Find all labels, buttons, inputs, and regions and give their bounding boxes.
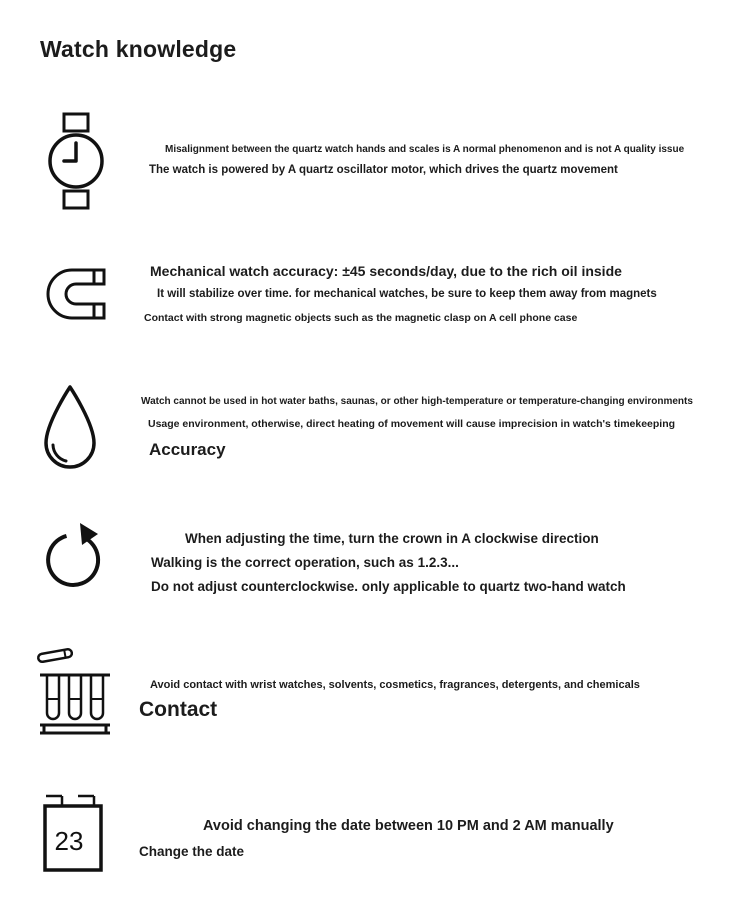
magnet-icon [42, 262, 108, 326]
info-line: It will stabilize over time. for mechanical watches, be sure to keep them away from magnets [157, 288, 657, 300]
chemicals-icon [36, 643, 114, 743]
info-line: Misalignment between the quartz watch hands and scales is A normal phenomenon and is not A quality issue [165, 144, 685, 155]
info-line: Watch cannot be used in hot water baths, saunas, or other high-temperature or temperature-changing environments [141, 396, 693, 407]
info-line: Change the date [139, 844, 245, 859]
info-line: Walking is the correct operation, such as 1.2.3... [151, 555, 459, 570]
clockwise-arrow-icon [42, 518, 104, 594]
info-line: Contact with strong magnetic objects such as the magnetic clasp on A cell phone case [144, 312, 578, 324]
calendar-icon [42, 790, 104, 874]
watch-icon [45, 112, 107, 210]
info-line: When adjusting the time, turn the crown in A clockwise direction [185, 531, 599, 546]
info-line: Mechanical watch accuracy: ±45 seconds/day, due to the rich oil inside [150, 263, 622, 279]
info-line: Do not adjust counterclockwise. only applicable to quartz two-hand watch [151, 579, 626, 594]
accuracy-heading: Accuracy [149, 440, 226, 459]
water-drop-icon [40, 383, 100, 473]
info-line: Avoid changing the date between 10 PM and 2 AM manually [203, 818, 614, 834]
info-line: Usage environment, otherwise, direct heating of movement will cause imprecision in watch's timekeeping [148, 418, 676, 430]
info-line: Avoid contact with wrist watches, solvents, cosmetics, fragrances, detergents, and chemicals [150, 679, 640, 691]
page-title: Watch knowledge [40, 36, 237, 62]
contact-heading: Contact [139, 698, 218, 721]
calendar-date-number: 23 [54, 826, 84, 856]
info-line: The watch is powered by A quartz oscillator motor, which drives the quartz movement [149, 164, 618, 176]
